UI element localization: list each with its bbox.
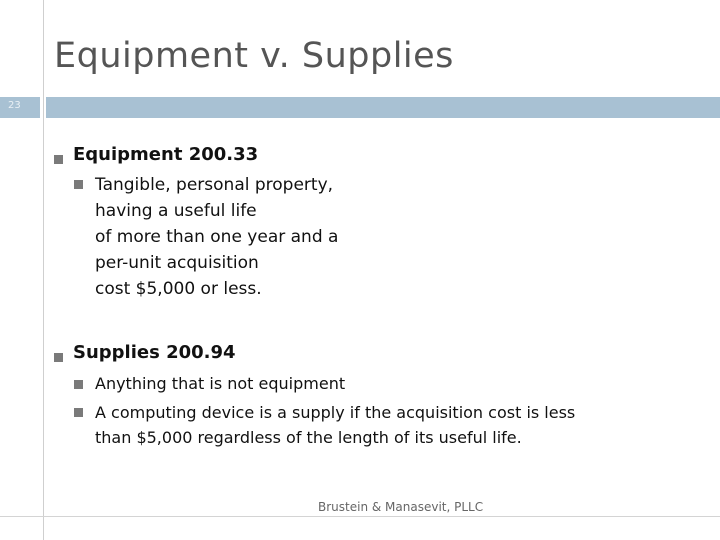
square-bullet-icon (74, 180, 83, 189)
equipment-detail-line-1: Tangible, personal property, (95, 175, 334, 195)
supplies-heading: Supplies 200.94 (73, 342, 236, 363)
slide-number: 23 (8, 100, 21, 111)
supplies-item-1: Anything that is not equipment (95, 374, 346, 393)
left-vertical-rule (43, 0, 44, 540)
slide-number-box (0, 97, 40, 118)
header-bar (46, 97, 720, 118)
equipment-heading: Equipment 200.33 (73, 144, 259, 165)
equipment-detail-line-3: of more than one year and a (95, 227, 339, 247)
supplies-item-2-line-2: than $5,000 regardless of the length of its useful life. (95, 428, 522, 447)
equipment-detail-line-4: per-unit acquisition (95, 253, 259, 273)
square-bullet-icon (54, 353, 63, 362)
bottom-horizontal-rule (0, 516, 720, 517)
slide-title: Equipment v. Supplies (54, 36, 454, 76)
equipment-detail-line-5: cost $5,000 or less. (95, 279, 262, 299)
square-bullet-icon (74, 408, 83, 417)
equipment-detail-line-2: having a useful life (95, 201, 257, 221)
footer-text: Brustein & Manasevit, PLLC (318, 500, 484, 514)
square-bullet-icon (74, 380, 83, 389)
square-bullet-icon (54, 155, 63, 164)
supplies-item-2-line-1: A computing device is a supply if the acquisition cost is less (95, 403, 576, 422)
